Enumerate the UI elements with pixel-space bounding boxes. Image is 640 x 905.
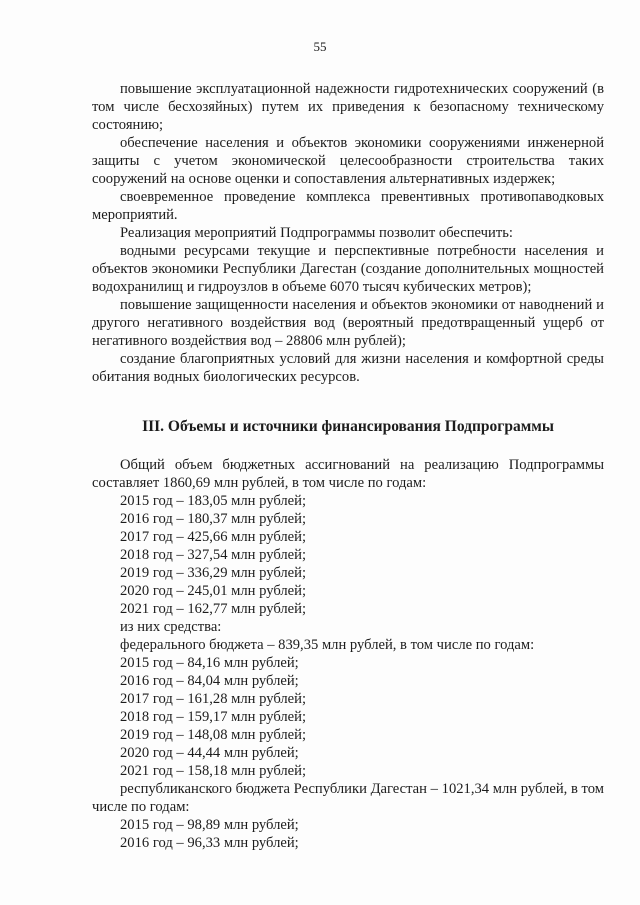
federal-year-line: 2018 год – 159,17 млн рублей; — [120, 709, 307, 725]
total-year-line: 2016 год – 180,37 млн рублей; — [120, 511, 307, 527]
intro-paragraph: создание благоприятных условий для жизни населения и комфортной среды обитания водных биологических ресурсов. — [92, 351, 604, 385]
section-heading: III. Объемы и источники финансирования Подпрограммы — [142, 418, 554, 435]
intro-paragraph: Реализация мероприятий Подпрограммы позволит обеспечить: — [120, 225, 513, 241]
federal-year-line: 2016 год – 84,04 млн рублей; — [120, 673, 299, 689]
intro-paragraph: обеспечение населения и объектов экономики сооружениями инженерной защиты с учетом экономической целесообразности строительства таких сооружений на основе оценки и сопоставления альтернативных издержек; — [92, 135, 604, 187]
intro-paragraph: повышение эксплуатационной надежности гидротехнических сооружений (в том числе бесхозяйных) путем их приведения к безопасному техническому состоянию; — [92, 81, 604, 133]
federal-intro: федерального бюджета – 839,35 млн рублей, в том числе по годам: — [120, 637, 535, 653]
federal-year-line: 2021 год – 158,18 млн рублей; — [120, 763, 307, 779]
total-year-line: 2020 год – 245,01 млн рублей; — [120, 583, 307, 599]
federal-year-line: 2017 год – 161,28 млн рублей; — [120, 691, 307, 707]
financing-section — [92, 456, 604, 852]
intro-section — [92, 80, 604, 386]
page-number: 55 — [313, 39, 327, 54]
intro-paragraph: водными ресурсами текущие и перспективные потребности населения и объектов экономики Республики Дагестан (создание дополнительных мощностей водохранилищ и гидроузлов в объеме 6070 тысяч кубических метров); — [92, 243, 604, 295]
republic-intro: республиканского бюджета Республики Дагестан – 1021,34 млн рублей, в том числе по годам: — [92, 781, 604, 815]
intro-paragraph: своевременное проведение комплекса превентивных противопаводковых мероприятий. — [92, 189, 604, 223]
federal-year-line: 2015 год – 84,16 млн рублей; — [120, 655, 299, 671]
total-year-line: 2018 год – 327,54 млн рублей; — [120, 547, 307, 563]
total-year-line: 2021 год – 162,77 млн рублей; — [120, 601, 307, 617]
republic-year-line: 2015 год – 98,89 млн рублей; — [120, 817, 299, 833]
of-which-label: из них средства: — [120, 619, 222, 635]
financing-intro: Общий объем бюджетных ассигнований на реализацию Подпрограммы составляет 1860,69 млн рублей, в том числе по годам: — [92, 457, 604, 491]
total-year-line: 2015 год – 183,05 млн рублей; — [120, 493, 307, 509]
total-year-line: 2017 год – 425,66 млн рублей; — [120, 529, 307, 545]
federal-year-line: 2020 год – 44,44 млн рублей; — [120, 745, 299, 761]
federal-year-line: 2019 год – 148,08 млн рублей; — [120, 727, 307, 743]
republic-year-line: 2016 год – 96,33 млн рублей; — [120, 835, 299, 851]
total-year-line: 2019 год – 336,29 млн рублей; — [120, 565, 307, 581]
intro-paragraph: повышение защищенности населения и объектов экономики от наводнений и другого негативного воздействия вод (вероятный предотвращенный ущерб от негативного воздействия вод – 28806 млн рублей); — [92, 297, 604, 349]
